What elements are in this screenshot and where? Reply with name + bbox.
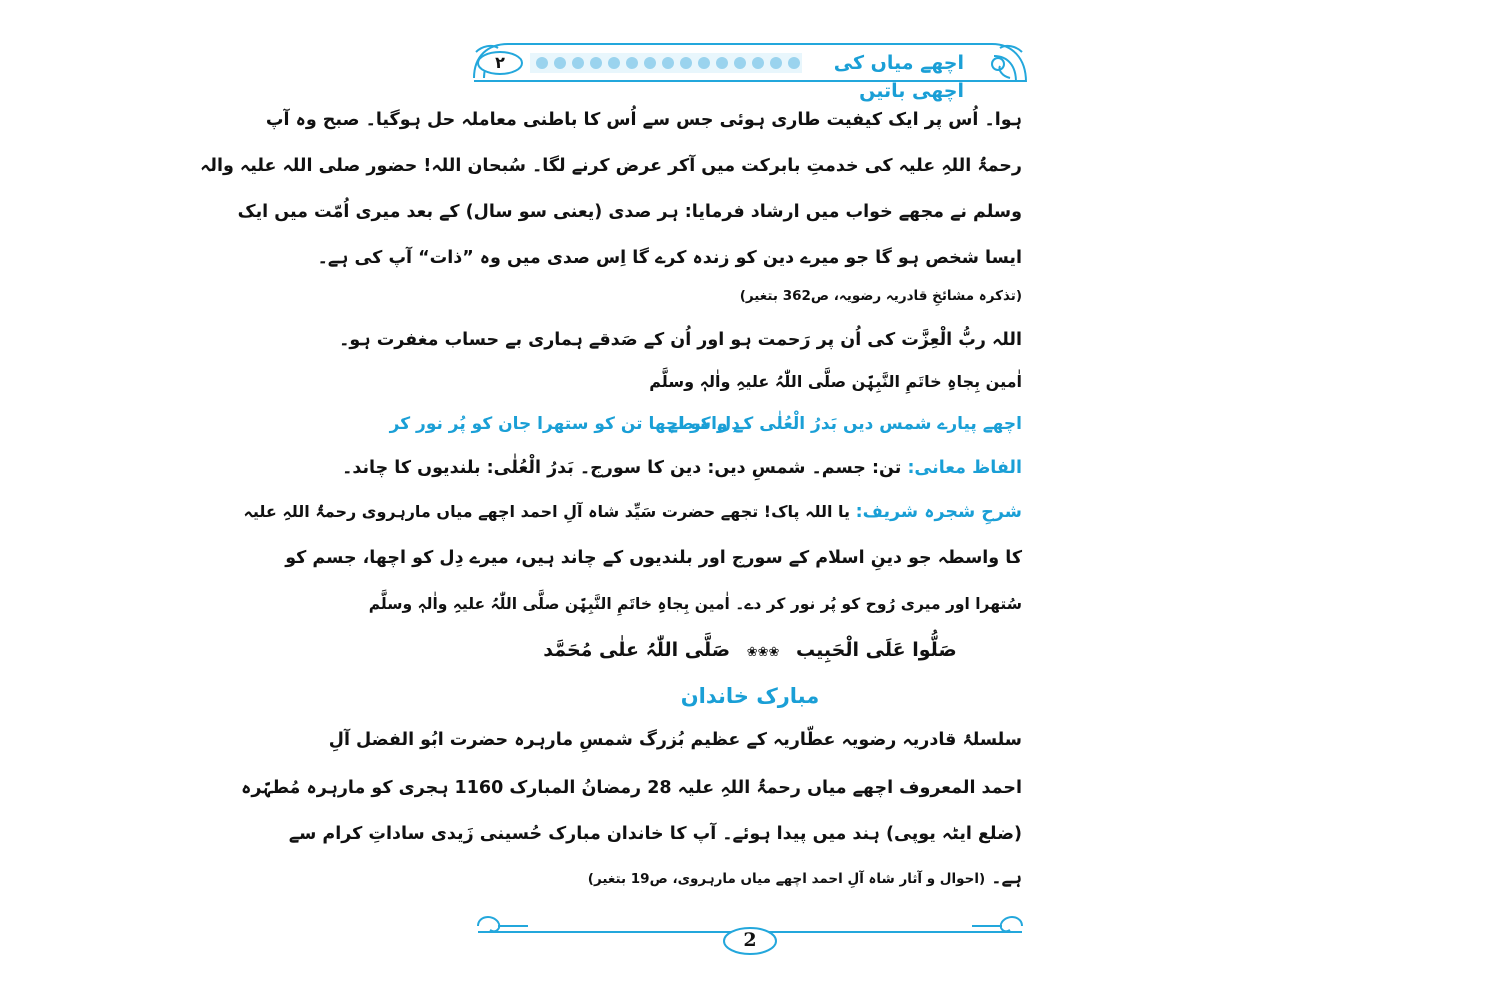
- header-title: اچھے میاں کی اچھی باتیں: [833, 52, 964, 102]
- salawat-stars: ❀❀❀: [746, 645, 780, 660]
- verse-first-half: اچھے پیارے شمس دیں بَدرُ الْعُلٰی کے واسطے: [667, 414, 1022, 434]
- commentary-first-line: [243, 498, 1022, 526]
- ameen-line: اٰمین بِجاہِ خاتَمِ النَّبِیّٖن صلَّی اللّٰہُ علیہِ واٰلہٖ وسلَّم: [649, 372, 1022, 391]
- paragraph-line: کا واسطہ جو دینِ اسلام کے سورج اور بلندیوں کے چاند ہیں، میرے دِل کو اچھا، جسم کو: [285, 548, 1022, 568]
- paragraph-line: ہوا۔ اُس پر ایک کیفیت طاری ہوئی جس سے اُس کا باطنی معاملہ حل ہوگیا۔ صبح وہ آپ: [265, 110, 1022, 130]
- verse-second-half: دِل کو اچھا تن کو ستھرا جان کو پُر نور کر: [389, 414, 740, 434]
- paragraph-line: سلسلۂ قادریہ رضویہ عطّاریہ کے عظیم بُزرگ شمسِ مارہرہ حضرت ابُو الفضل آلِ: [328, 730, 1022, 750]
- salawat-second: صَلَّی اللّٰہُ علٰی مُحَمَّد: [543, 639, 731, 661]
- paragraph-line: وسلم نے مجھے خواب میں ارشاد فرمایا: ہر صدی (یعنی سو سال) کے بعد میری اُمّت میں ایک: [237, 202, 1022, 222]
- paragraph-line: ایسا شخص ہو گا جو میرے دین کو زندہ کرے گا اِس صدی میں وہ ”ذات“ آپ کی ہے۔: [317, 248, 1022, 268]
- reference-note: (تذکرہ مشائخِ قادریہ رضویہ، ص362 بتغیر): [739, 288, 1022, 304]
- word-meanings-text: تن: جسم۔ شمسِ دیں: دین کا سورج۔ بَدرُ الْعُلٰی: بلندیوں کا چاند۔: [342, 458, 908, 478]
- paragraph-2-last-line: [478, 864, 1022, 893]
- paragraph-line: سُتھرا اور میری رُوح کو پُر نور کر دے۔ اٰمین بِجاہِ خاتَمِ النَّبِیّٖن صلَّی اللّٰہُ علیہِ واٰلہٖ وسلَّم: [368, 595, 1022, 613]
- document-page: [200, 38, 1030, 968]
- paragraph-line: (ضلع ایٹہ یوپی) ہند میں پیدا ہوئے۔ آپ کا خاندان مبارک حُسینی زَیدی ساداتِ کرام سے: [288, 824, 1022, 844]
- section-heading: مبارک خاندان: [680, 684, 820, 708]
- footer-right-ornament: [972, 917, 1022, 931]
- word-meanings: [342, 454, 1022, 482]
- right-swirl-ornament: [970, 44, 1026, 82]
- commentary-label: شرحِ شجرہ شریف:: [855, 502, 1022, 522]
- salawat-first: صَلُّوا عَلَی الْحَبِیب: [796, 639, 957, 661]
- word-meanings-label: الفاظ معانی:: [907, 458, 1022, 478]
- reference-note: (احوال و آثار شاہ آلِ احمد اچھے میاں مارہروی، ص19 بتغیر): [587, 871, 986, 887]
- footer-page-number: 2: [743, 929, 757, 951]
- paragraph-end-text: ہے۔: [991, 868, 1022, 888]
- dua-line: اللہ ربُّ الْعِزَّت کی اُن پر رَحمت ہو اور اُن کے صَدقے ہماری بے حساب مغفرت ہو۔: [339, 330, 1022, 350]
- footer-left-ornament: [478, 917, 528, 931]
- floral-band: [530, 53, 802, 73]
- header-page-badge: ۲: [495, 53, 505, 72]
- salawat-line: [470, 634, 1030, 666]
- paragraph-line: احمد المعروف اچھے میاں رحمۃُ اللہِ علیہ 28 رمضانُ المبارک 1160 ہجری کو مارہرہ مُطہّرہ: [241, 778, 1022, 798]
- paragraph-line: رحمۃُ اللہِ علیہ کی خدمتِ بابرکت میں آکر عرض کرنے لگا۔ سُبحان اللہ! حضور صلی اللہ علیہ والہ: [200, 156, 1022, 176]
- commentary-text: یا اللہ پاک! تجھے حضرت سَیِّد شاہ آلِ احمد اچھے میاں مارہروی رحمۃُ اللہِ علیہ: [243, 502, 856, 521]
